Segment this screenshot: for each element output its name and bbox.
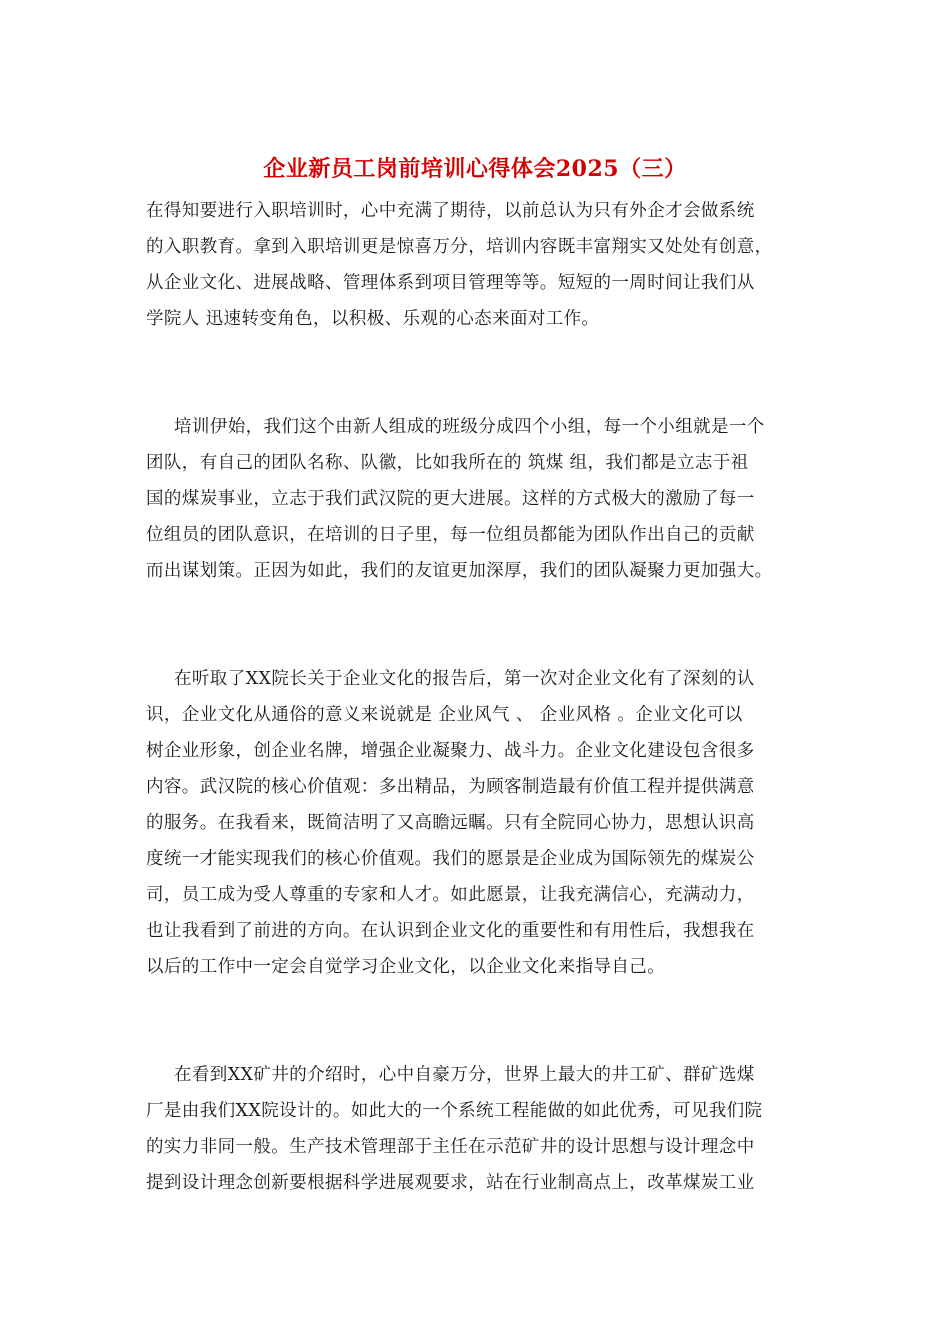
paragraph-line: 以后的工作中一定会自觉学习企业文化，以企业文化来指导自己。: [146, 957, 666, 977]
paragraph-gap: [146, 985, 806, 1057]
paragraph: [146, 1057, 806, 1201]
paragraph-line: 也让我看到了前进的方向。在认识到企业文化的重要性和有用性后，我想我在: [146, 921, 755, 941]
paragraph-gap: [146, 337, 806, 409]
paragraph-line: 内容。武汉院的核心价值观：多出精品，为顾客制造最有价值工程并提供满意: [146, 777, 755, 797]
paragraph-line: 培训伊始，我们这个由新人组成的班级分成四个小组，每一个小组就是一个: [174, 417, 765, 437]
paragraph-line: 厂是由我们XX院设计的。如此大的一个系统工程能做的如此优秀，可见我们院: [146, 1101, 763, 1121]
paragraph-line: 提到设计理念创新要根据科学进展观要求，站在行业制高点上，改革煤炭工业: [146, 1173, 755, 1193]
paragraph-line: 的服务。在我看来，既简洁明了又高瞻远瞩。只有全院同心协力，思想认识高: [146, 813, 755, 833]
paragraph-line: 从企业文化、进展战略、管理体系到项目管理等等。短短的一周时间让我们从: [146, 273, 755, 293]
paragraph: [146, 193, 806, 337]
paragraph-line: 学院人 迅速转变角色，以积极、乐观的心态来面对工作。: [146, 309, 600, 329]
document-title: 企业新员工岗前培训心得体会2025（三）: [263, 156, 687, 182]
paragraph-gap: [146, 589, 806, 661]
paragraph-line: 识，企业文化从通俗的意义来说就是 企业风气 、 企业风格 。企业文化可以: [146, 705, 743, 725]
paragraph: [146, 409, 806, 589]
paragraph-line: 的实力非同一般。生产技术管理部于主任在示范矿井的设计思想与设计理念中: [146, 1137, 755, 1157]
paragraph-line: 树企业形象，创企业名牌，增强企业凝聚力、战斗力。企业文化建设包含很多: [146, 741, 755, 761]
paragraph-line: 国的煤炭事业，立志于我们武汉院的更大进展。这样的方式极大的激励了每一: [146, 489, 755, 509]
paragraph-line: 的入职教育。拿到入职培训更是惊喜万分，培训内容既丰富翔实又处处有创意，: [146, 237, 773, 257]
paragraph-line: 在看到XX矿井的介绍时，心中自豪万分，世界上最大的井工矿、群矿选煤: [174, 1065, 755, 1085]
paragraph-line: 在听取了XX院长关于企业文化的报告后，第一次对企业文化有了深刻的认: [174, 669, 755, 689]
paragraph-line: 而出谋划策。正因为如此，我们的友谊更加深厚，我们的团队凝聚力更加强大。: [146, 561, 773, 581]
paragraph-line: 位组员的团队意识，在培训的日子里，每一位组员都能为团队作出自己的贡献: [146, 525, 755, 545]
paragraph-line: 团队，有自己的团队名称、队徽，比如我所在的 筑煤 组，我们都是立志于祖: [146, 453, 749, 473]
paragraph: [146, 661, 806, 985]
document-body: [146, 193, 806, 1201]
paragraph-line: 在得知要进行入职培训时，心中充满了期待，以前总认为只有外企才会做系统: [146, 201, 755, 221]
paragraph-line: 司，员工成为受人尊重的专家和人才。如此愿景，让我充满信心，充满动力，: [146, 885, 755, 905]
paragraph-line: 度统一才能实现我们的核心价值观。我们的愿景是企业成为国际领先的煤炭公: [146, 849, 755, 869]
